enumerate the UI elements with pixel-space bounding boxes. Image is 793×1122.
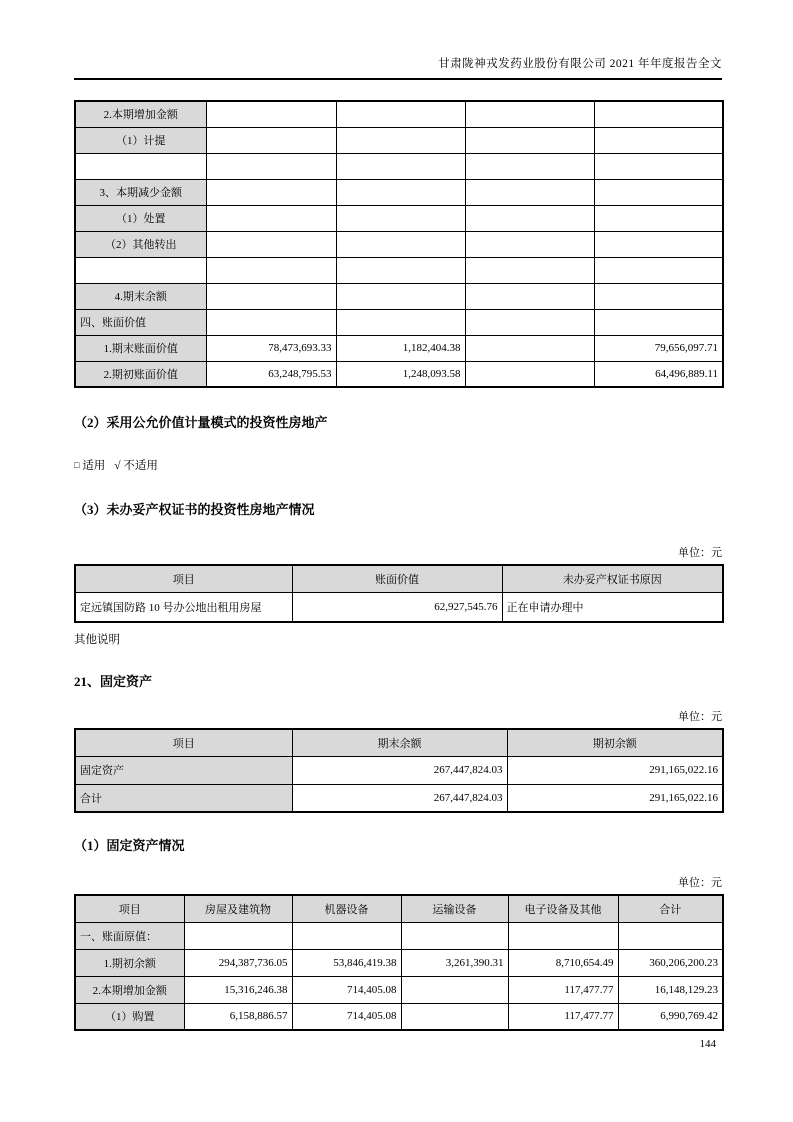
row-label bbox=[75, 257, 206, 283]
cell-value: 267,447,824.03 bbox=[292, 756, 507, 784]
cell-value bbox=[594, 231, 723, 257]
cell-value bbox=[292, 922, 401, 949]
row-label: 定远镇国防路 10 号办公地出租用房屋 bbox=[75, 592, 292, 622]
row-label: 1.期末账面价值 bbox=[75, 335, 206, 361]
cell-value bbox=[594, 101, 723, 127]
column-header: 项目 bbox=[75, 729, 292, 756]
fixed-assets-summary-table bbox=[74, 728, 724, 813]
cell-value: 714,405.08 bbox=[292, 976, 401, 1003]
row-label: （1）计提 bbox=[75, 127, 206, 153]
no-certificate-table bbox=[74, 564, 724, 623]
cell-value bbox=[465, 257, 594, 283]
column-header: 合计 bbox=[618, 895, 723, 922]
cell-value bbox=[401, 976, 508, 1003]
column-header: 未办妥产权证书原因 bbox=[502, 565, 723, 592]
column-header: 运输设备 bbox=[401, 895, 508, 922]
cell-value bbox=[401, 922, 508, 949]
row-label bbox=[75, 153, 206, 179]
row-label: 一、账面原值： bbox=[75, 922, 184, 949]
unit-label: 单位：元 bbox=[678, 711, 722, 723]
cell-value bbox=[508, 922, 618, 949]
cell-value: 291,165,022.16 bbox=[507, 784, 723, 812]
section-heading-fair-value-model: （2）采用公允价值计量模式的投资性房地产 bbox=[74, 415, 328, 430]
table-header-row bbox=[75, 565, 723, 592]
other-notes-label: 其他说明 bbox=[74, 634, 120, 646]
cell-value: 正在申请办理中 bbox=[502, 592, 723, 622]
cell-value: 267,447,824.03 bbox=[292, 784, 507, 812]
table-row bbox=[75, 231, 723, 257]
cell-value: 360,206,200.23 bbox=[618, 949, 723, 976]
row-label: 2.本期增加金额 bbox=[75, 101, 206, 127]
cell-value bbox=[184, 922, 292, 949]
cell-value bbox=[206, 179, 336, 205]
table-row bbox=[75, 205, 723, 231]
cell-value: 1,248,093.58 bbox=[336, 361, 465, 387]
cell-value bbox=[465, 231, 594, 257]
cell-value bbox=[336, 309, 465, 335]
cell-value bbox=[206, 283, 336, 309]
table-header-row bbox=[75, 895, 723, 922]
cell-value bbox=[465, 205, 594, 231]
row-label: 固定资产 bbox=[75, 756, 292, 784]
section-heading-fixed-assets: 21、固定资产 bbox=[74, 674, 153, 689]
column-header: 期初余额 bbox=[507, 729, 723, 756]
cell-value: 62,927,545.76 bbox=[292, 592, 502, 622]
cell-value: 1,182,404.38 bbox=[336, 335, 465, 361]
row-label: 4.期末余额 bbox=[75, 283, 206, 309]
table-row bbox=[75, 283, 723, 309]
row-label: 1.期初余额 bbox=[75, 949, 184, 976]
not-applicable-label: 不适用 bbox=[123, 460, 158, 472]
cell-value bbox=[594, 205, 723, 231]
cell-value bbox=[206, 127, 336, 153]
table-row bbox=[75, 179, 723, 205]
table-row bbox=[75, 976, 723, 1003]
column-header: 电子设备及其他 bbox=[508, 895, 618, 922]
row-label: 3、本期减少金额 bbox=[75, 179, 206, 205]
cell-value bbox=[465, 361, 594, 387]
table-row bbox=[75, 257, 723, 283]
column-header: 房屋及建筑物 bbox=[184, 895, 292, 922]
table-row bbox=[75, 101, 723, 127]
row-label: （1）处置 bbox=[75, 205, 206, 231]
column-header: 期末余额 bbox=[292, 729, 507, 756]
cell-value bbox=[465, 283, 594, 309]
unit-label: 单位：元 bbox=[678, 547, 722, 559]
cell-value bbox=[206, 205, 336, 231]
cell-value: 8,710,654.49 bbox=[508, 949, 618, 976]
cell-value bbox=[336, 205, 465, 231]
cell-value: 291,165,022.16 bbox=[507, 756, 723, 784]
cell-value bbox=[465, 309, 594, 335]
cell-value bbox=[594, 153, 723, 179]
cell-value bbox=[465, 179, 594, 205]
table-header-row bbox=[75, 729, 723, 756]
section-heading-no-certificate: （3）未办妥产权证书的投资性房地产情况 bbox=[74, 502, 315, 517]
table-row bbox=[75, 784, 723, 812]
cell-value bbox=[594, 179, 723, 205]
cell-value: 6,990,769.42 bbox=[618, 1003, 723, 1030]
cell-value bbox=[336, 153, 465, 179]
row-label: （1）购置 bbox=[75, 1003, 184, 1030]
cell-value bbox=[594, 257, 723, 283]
cell-value: 117,477.77 bbox=[508, 976, 618, 1003]
cell-value bbox=[465, 101, 594, 127]
row-label: 合计 bbox=[75, 784, 292, 812]
cell-value bbox=[336, 283, 465, 309]
cell-value bbox=[206, 257, 336, 283]
table-row bbox=[75, 592, 723, 622]
row-label: 2.期初账面价值 bbox=[75, 361, 206, 387]
table-row bbox=[75, 127, 723, 153]
cell-value: 63,248,795.53 bbox=[206, 361, 336, 387]
unit-label: 单位：元 bbox=[678, 877, 722, 889]
cell-value bbox=[206, 101, 336, 127]
table-row bbox=[75, 1003, 723, 1030]
cell-value bbox=[618, 922, 723, 949]
row-label: 四、账面价值 bbox=[75, 309, 206, 335]
cell-value: 15,316,246.38 bbox=[184, 976, 292, 1003]
cell-value bbox=[594, 127, 723, 153]
column-header: 项目 bbox=[75, 565, 292, 592]
cell-value: 3,261,390.31 bbox=[401, 949, 508, 976]
cell-value bbox=[206, 309, 336, 335]
page-header bbox=[74, 55, 722, 80]
cell-value: 117,477.77 bbox=[508, 1003, 618, 1030]
cell-value bbox=[401, 1003, 508, 1030]
page-number: 144 bbox=[699, 1038, 716, 1050]
investment-property-movement-table bbox=[74, 100, 724, 388]
checkbox-unchecked-icon: □ bbox=[74, 460, 80, 470]
table-row bbox=[75, 949, 723, 976]
cell-value: 16,148,129.23 bbox=[618, 976, 723, 1003]
table-row bbox=[75, 153, 723, 179]
table-row bbox=[75, 361, 723, 387]
cell-value bbox=[206, 231, 336, 257]
cell-value bbox=[336, 257, 465, 283]
column-header: 账面价值 bbox=[292, 565, 502, 592]
report-title: 甘肃陇神戎发药业股份有限公司 2021 年年度报告全文 bbox=[438, 58, 722, 70]
cell-value: 294,387,736.05 bbox=[184, 949, 292, 976]
column-header: 项目 bbox=[75, 895, 184, 922]
cell-value bbox=[336, 127, 465, 153]
cell-value bbox=[336, 231, 465, 257]
cell-value bbox=[465, 153, 594, 179]
cell-value: 53,846,419.38 bbox=[292, 949, 401, 976]
applicability-line bbox=[74, 457, 722, 473]
table-row bbox=[75, 756, 723, 784]
cell-value bbox=[336, 179, 465, 205]
cell-value: 78,473,693.33 bbox=[206, 335, 336, 361]
section-heading-fixed-assets-detail: （1）固定资产情况 bbox=[74, 838, 185, 853]
cell-value: 79,656,097.71 bbox=[594, 335, 723, 361]
cell-value: 714,405.08 bbox=[292, 1003, 401, 1030]
cell-value bbox=[594, 309, 723, 335]
fixed-assets-detail-table bbox=[74, 894, 724, 1031]
cell-value bbox=[206, 153, 336, 179]
table-row bbox=[75, 309, 723, 335]
table-row bbox=[75, 922, 723, 949]
row-label: （2）其他转出 bbox=[75, 231, 206, 257]
cell-value bbox=[336, 101, 465, 127]
cell-value: 64,496,889.11 bbox=[594, 361, 723, 387]
row-label: 2.本期增加金额 bbox=[75, 976, 184, 1003]
check-icon: √ bbox=[114, 460, 121, 472]
cell-value bbox=[465, 127, 594, 153]
cell-value bbox=[465, 335, 594, 361]
cell-value bbox=[594, 283, 723, 309]
table-row bbox=[75, 335, 723, 361]
column-header: 机器设备 bbox=[292, 895, 401, 922]
applicable-label: 适用 bbox=[82, 460, 106, 472]
cell-value: 6,158,886.57 bbox=[184, 1003, 292, 1030]
